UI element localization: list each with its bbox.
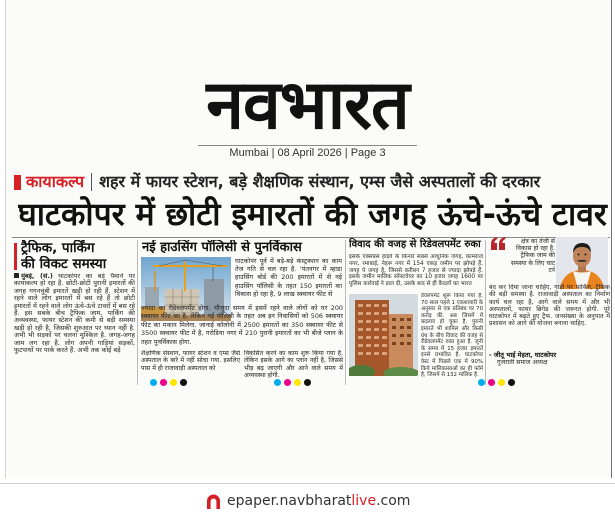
footer-epaper-url (227, 491, 415, 512)
registration-dot-black (508, 379, 515, 386)
masthead-title: नवभारत (206, 66, 409, 145)
kicker-tag: कायाकल्प (26, 172, 85, 191)
kicker-separator (91, 173, 92, 191)
registration-dot-cyan (150, 379, 157, 386)
registration-dot-cyan (274, 379, 281, 386)
footer-rule (0, 483, 615, 484)
footer-url-suffix: .com (376, 493, 411, 509)
left-story-text: घाटकोपर का बड़े पैमाने पर कायाकल्प हो रहा है. छोटी-छोटी पुरानी इमारतों की जगह गगनचुंबी इमारतें खड़ी हो रही हैं. स्टेशन में रहने वाले लोग इमारतों में बस रहे हैं तो छोटी इमारतों में रहने वाले लोग ऊंचे-ऊंचे टावरों में बस रहे हैं. इस सबके बीच ट्रैफिक जाम, पार्किंग की अव्यवस्था, फायर स्टेशन की कमी से बड़ी समस्या खड़ी हो रही है, जिसकी शुरुआत पर ध्यान नहीं है. अभी भी सड़कों पर चलना मुश्किल है. जगह-जगह जाम लग रहा है, लोग अपनी गाड़ियां सड़कों, फुटपाथों पर पार्क करते हैं. अभी तक कोई बड़े (14, 273, 135, 355)
housing-subhead: नई हाउसिंग पॉलिसी से पुनर्विकास (142, 240, 302, 255)
masthead-dateline: Mumbai | 08 April 2026 | Page 3 (198, 145, 417, 160)
housing-body: ज्यादा का रीडेवलपमेंट होगा. मौजूदा समय में इसमें रहने वाले लोगों को घर 200 स्क्वायर फीट का है, लेकिन नई पॉलिसी के तहत अब इन निवासियों को 506 स्क्वायर फीट का मकान मिलेगा. जानाई कॉलोनी में 2500 इमारतों का 350 स्क्वायर फीट से 3500 स्क्वायर फीट में है, गरोडिया नगर में 210 पुरानी इमारतों का भी बीजे प्लान के तहत पुनर्विकास होगा. (141, 304, 343, 346)
registration-marks (478, 379, 518, 387)
registration-dot-yellow (170, 379, 177, 386)
person-portrait-photo (556, 237, 608, 289)
registration-dot-magenta (284, 379, 291, 386)
quote-intro: क्षेत्र का तेजी से विकास हो रहा है. ट्रैफिक जाम की समस्या के लिए चाट टर्न (510, 238, 555, 274)
left-subhead-line-1: ट्रैफिक, पार्किंग (21, 240, 95, 256)
subhead-marker (14, 243, 17, 270)
column-divider (137, 240, 138, 385)
dispute-intro: इसके एक्सप्रेस हाइवे के किनारे सबसे आधुनिक जगह, कामराज नगर, रमाबाई, नेहरू नगर में 154 एकड़ जमीन पर झोपड़े हैं. जगह पे जगह है, जिससे करीबन 7 हजार से ज्यादा झोपड़े हैं. इसके जमीन मालिक सॉफ्टवेयर का 10 हजार जगह 1600 पर पुलिस कार्रवाई ने डाल दी, उसके बाद से ही कैदलों का भारत (349, 254, 483, 288)
housing-bottom-left: शैक्षणिक संस्थान, फायर स्टेशन व एम्स जैसे अस्पताल के बारे में नहीं सोचा गया. इसलिए पास में ही राजावाड़ी अस्पताल को (141, 350, 240, 372)
quote-attribution-name: - जीतू भाई मेहता, घाटकोपर (489, 351, 557, 359)
quote-body: बंद कर दिया जाना चाहिए, गाड़ी पर पार्किंग, ट्रैफिक की बड़ी समस्या है. राजावाड़ी अस्पताल का निर्माण कार्य चल रहा है, आगे वाले समय में और भी अस्पतालों, फायर ब्रिगेड की जरूरत होगी. पूरे घाटकोपर में बढ़ते हुए ट्रैफ. जनसंख्या के अनुपात में प्रशासन को आगे की योजना बनाना चाहिए. (489, 284, 610, 328)
column-divider (485, 240, 486, 385)
kicker-row (14, 169, 608, 195)
housing-bottom-right: विकसित करने का काम शुरू किया गया है. लेकिन इसके आगे का प्लान नहीं है, जिससे भीड़ बढ़ जाएगी और आने वाले समय में अव्यवस्था होगी. (244, 350, 343, 380)
registration-dot-magenta (488, 379, 495, 386)
registration-marks (274, 379, 314, 387)
column-divider (345, 240, 346, 385)
dispute-subhead: विवाद की वजह से रिडेवलपमेंट रुका (349, 239, 481, 250)
kicker-text: शहर में फायर स्टेशन, बड़े शैक्षणिक संस्थान, एम्स जैसे अस्पतालों की दरकार (99, 172, 541, 191)
story-dateline: मुंबई, (सं.) (21, 273, 53, 280)
registration-dot-yellow (294, 379, 301, 386)
bullet-square-icon (14, 273, 19, 278)
registration-dot-cyan (478, 379, 485, 386)
quote-mark-icon (490, 237, 506, 251)
registration-dot-black (304, 379, 311, 386)
left-story-body (14, 273, 135, 385)
left-subhead-line-2: की विकट समस्या (21, 256, 107, 272)
footer-url-highlight: live (351, 493, 377, 509)
dispute-body: डेवलपमेंट शुरू किया गया है, 70 साल पहले 1 एकशायारी के अनुसार से एक प्रतिबंध पर 70 करोड़ की. अब जिसमें में बदलाव हो चुका है. पुरानी इमारतें भी शामिल और किसी ग्रंथ के बीच विवाद की वजह से रीडेवलपमेंट रुका हुआ है. जूनी के समय में 15 हजार इमारतें इनसे प्रभावित है. घाटकोपर वेस्ट में पिछले एक में 90% किये मालिकासाओं का ही फॉर्म है, जिसमें से 132 मालिक है. (421, 293, 483, 379)
housing-intro: घाटकोपर पूर्व में बड़े-बड़े कंस्ट्रक्शन का काम तेज गति से चल रहा है. 'पंतनगर में म्हाडा हाउसिंग बोर्ड की 200 इमारतों में से नई हाउसिंग पॉलिसी के तहत 150 इमारतों का विकास हो रहा है, 9 लाख स्क्वायर फीट से (235, 257, 342, 298)
registration-dot-yellow (498, 379, 505, 386)
quote-attribution-title: गुजराती समाज अध्यक्ष (497, 359, 548, 366)
registration-dot-magenta (160, 379, 167, 386)
kicker-marker (14, 175, 21, 190)
registration-dot-black (180, 379, 187, 386)
footer-url-prefix: epaper.navbharat (227, 493, 352, 509)
headline: घाटकोपर में छोटी इमारतों की जगह ऊंचे-ऊंचे टावर (18, 197, 607, 233)
registration-marks (150, 379, 190, 387)
high-rise-building-photo (349, 294, 418, 376)
navbharat-logo-icon (205, 493, 222, 510)
